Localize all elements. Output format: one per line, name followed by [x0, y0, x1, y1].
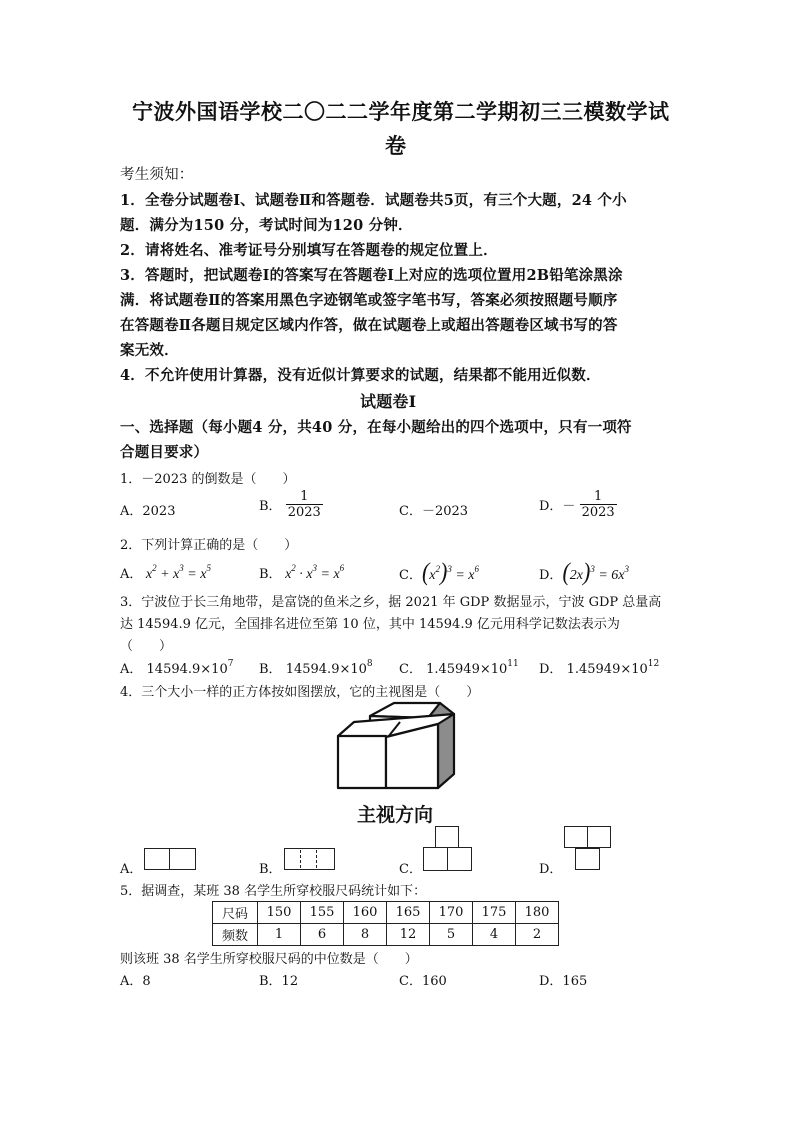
option-d-view — [564, 826, 616, 872]
table-cell: 12 — [387, 924, 430, 946]
table-cell: 155 — [301, 902, 344, 924]
option-c-view — [423, 826, 475, 872]
notice-line: 1．全卷分试题卷Ⅰ、试题卷Ⅱ和答题卷．试题卷共5页，有三个大题，24 个小 — [120, 192, 627, 209]
figure-caption: 主视方向 — [357, 804, 434, 826]
q2-option-b: B． $x^2 \cdot x^3 = x^6$ — [259, 563, 345, 582]
q3-stem: 3．宁波位于长三角地带，是富饶的鱼米之乡，据 2021 年 GDP 数据显示，宁波 GDP 总量高 — [120, 595, 662, 610]
notice-line: 在答题卷Ⅱ各题目规定区域内作答，做在试题卷上或超出答题卷区域书写的答 — [120, 317, 618, 334]
q2-option-c: C．$(x^2)^3 = x^6$ — [399, 557, 479, 586]
view-square — [575, 848, 600, 870]
notice-line: 4．不允许使用计算器，没有近似计算要求的试题，结果都不能用近似数． — [120, 367, 601, 384]
q4-option-b: B． — [259, 862, 282, 877]
table-cell: 175 — [473, 902, 516, 924]
q5-option-b: B．12 — [259, 974, 299, 989]
q2-stem: 2．下列计算正确的是（ ） — [120, 538, 298, 553]
q4-option-c: C． — [399, 862, 422, 877]
fraction: $\frac{1}{2023}$ — [581, 489, 615, 520]
section-title: 试题卷Ⅰ — [360, 392, 417, 411]
table-header-cell: 尺码 — [213, 902, 258, 924]
table-cell: 6 — [301, 924, 344, 946]
table-cell: 1 — [258, 924, 301, 946]
hidden-line — [300, 850, 301, 868]
table-row — [213, 924, 559, 946]
table-row — [213, 902, 559, 924]
q5-stem: 5．据调查，某班 38 名学生所穿校服尺码统计如下： — [120, 884, 427, 899]
part-one-heading-cont: 合题目要求） — [120, 444, 209, 461]
q1-option-c: C．－2023 — [399, 504, 469, 519]
view-square — [423, 847, 448, 871]
table-cell: 8 — [344, 924, 387, 946]
table-cell: 170 — [430, 902, 473, 924]
q5-option-c: C．160 — [399, 974, 447, 989]
view-rect — [284, 848, 335, 870]
table-cell: 160 — [344, 902, 387, 924]
table-cell: 2 — [516, 924, 559, 946]
notice-line: 3．答题时，把试题卷Ⅰ的答案写在答题卷Ⅰ上对应的选项位置用2B铅笔涂黑涂 — [120, 267, 623, 284]
cube-front-left — [338, 736, 386, 788]
hidden-line — [316, 850, 317, 868]
table-cell: 4 — [473, 924, 516, 946]
q1-option-a: A．2023 — [120, 504, 176, 519]
view-square — [587, 826, 611, 848]
q5-question: 则该班 38 名学生所穿校服尺码的中位数是（ ） — [120, 952, 418, 967]
q3-option-b: B． $14594.9\times 10^8$ — [259, 659, 373, 677]
table-cell: 5 — [430, 924, 473, 946]
q3-stem-cont: 达 14594.9 亿元，全国排名进位至第 10 位，其中 14594.9 亿元用科学记数法表示为 — [120, 617, 620, 632]
q5-option-d: D．165 — [539, 974, 588, 989]
q4-option-d: D． — [539, 862, 563, 877]
q1-stem: 1．－2023 的倒数是（ ） — [120, 472, 296, 487]
q3-option-d: D． $1.45949\times 10^{12}$ — [539, 659, 660, 677]
q2-option-d: D．$(2x)^3 = 6x^3$ — [539, 557, 629, 586]
part-one-heading: 一、选择题（每小题4 分，共40 分，在每小题给出的四个选项中，只有一项符 — [120, 419, 632, 436]
table-cell: 150 — [258, 902, 301, 924]
size-frequency-table — [212, 901, 559, 946]
view-square — [564, 826, 588, 848]
q1-option-d: D．－ $\frac{1}{2023}$ — [539, 489, 615, 520]
q5-option-a: A．8 — [120, 974, 151, 989]
q3-option-c: C． $1.45949\times 10^{11}$ — [399, 659, 519, 677]
page-title: 宁波外国语学校二〇二二学年度第二学期初三三模数学试 — [132, 99, 670, 124]
option-a-view — [144, 848, 196, 870]
cubes-figure — [330, 700, 460, 792]
notice-line: 题．满分为150 分，考试时间为120 分钟． — [120, 217, 413, 234]
view-square — [435, 826, 459, 848]
notice-line: 2．请将姓名、准考证号分别填写在答题卷的规定位置上． — [120, 242, 498, 259]
notice-line: 满．将试题卷Ⅱ的答案用黑色字迹钢笔或签字笔书写，答案必须按照题号顺序 — [120, 292, 618, 309]
view-square — [144, 848, 170, 870]
q1-option-b: B． $\frac{1}{2023}$ — [259, 489, 321, 520]
option-b-view — [284, 848, 336, 870]
q4-option-a: A． — [120, 862, 143, 877]
table-cell: 180 — [516, 902, 559, 924]
q3-option-a: A． $14594.9\times 10^7$ — [120, 659, 234, 677]
view-square — [169, 848, 196, 870]
notice-heading: 考生须知： — [120, 167, 194, 183]
q4-stem: 4．三个大小一样的正方体按如图摆放，它的主视图是（ ） — [120, 685, 480, 700]
view-square — [447, 847, 472, 871]
table-header-cell: 频数 — [213, 924, 258, 946]
q3-stem-paren: （ ） — [120, 639, 173, 654]
table-cell: 165 — [387, 902, 430, 924]
page-title-cont: 卷 — [385, 133, 407, 158]
notice-line: 案无效． — [120, 342, 179, 359]
q2-option-a: A． $x^2 + x^3 = x^5$ — [120, 563, 211, 582]
fraction: $\frac{1}{2023}$ — [287, 489, 321, 520]
